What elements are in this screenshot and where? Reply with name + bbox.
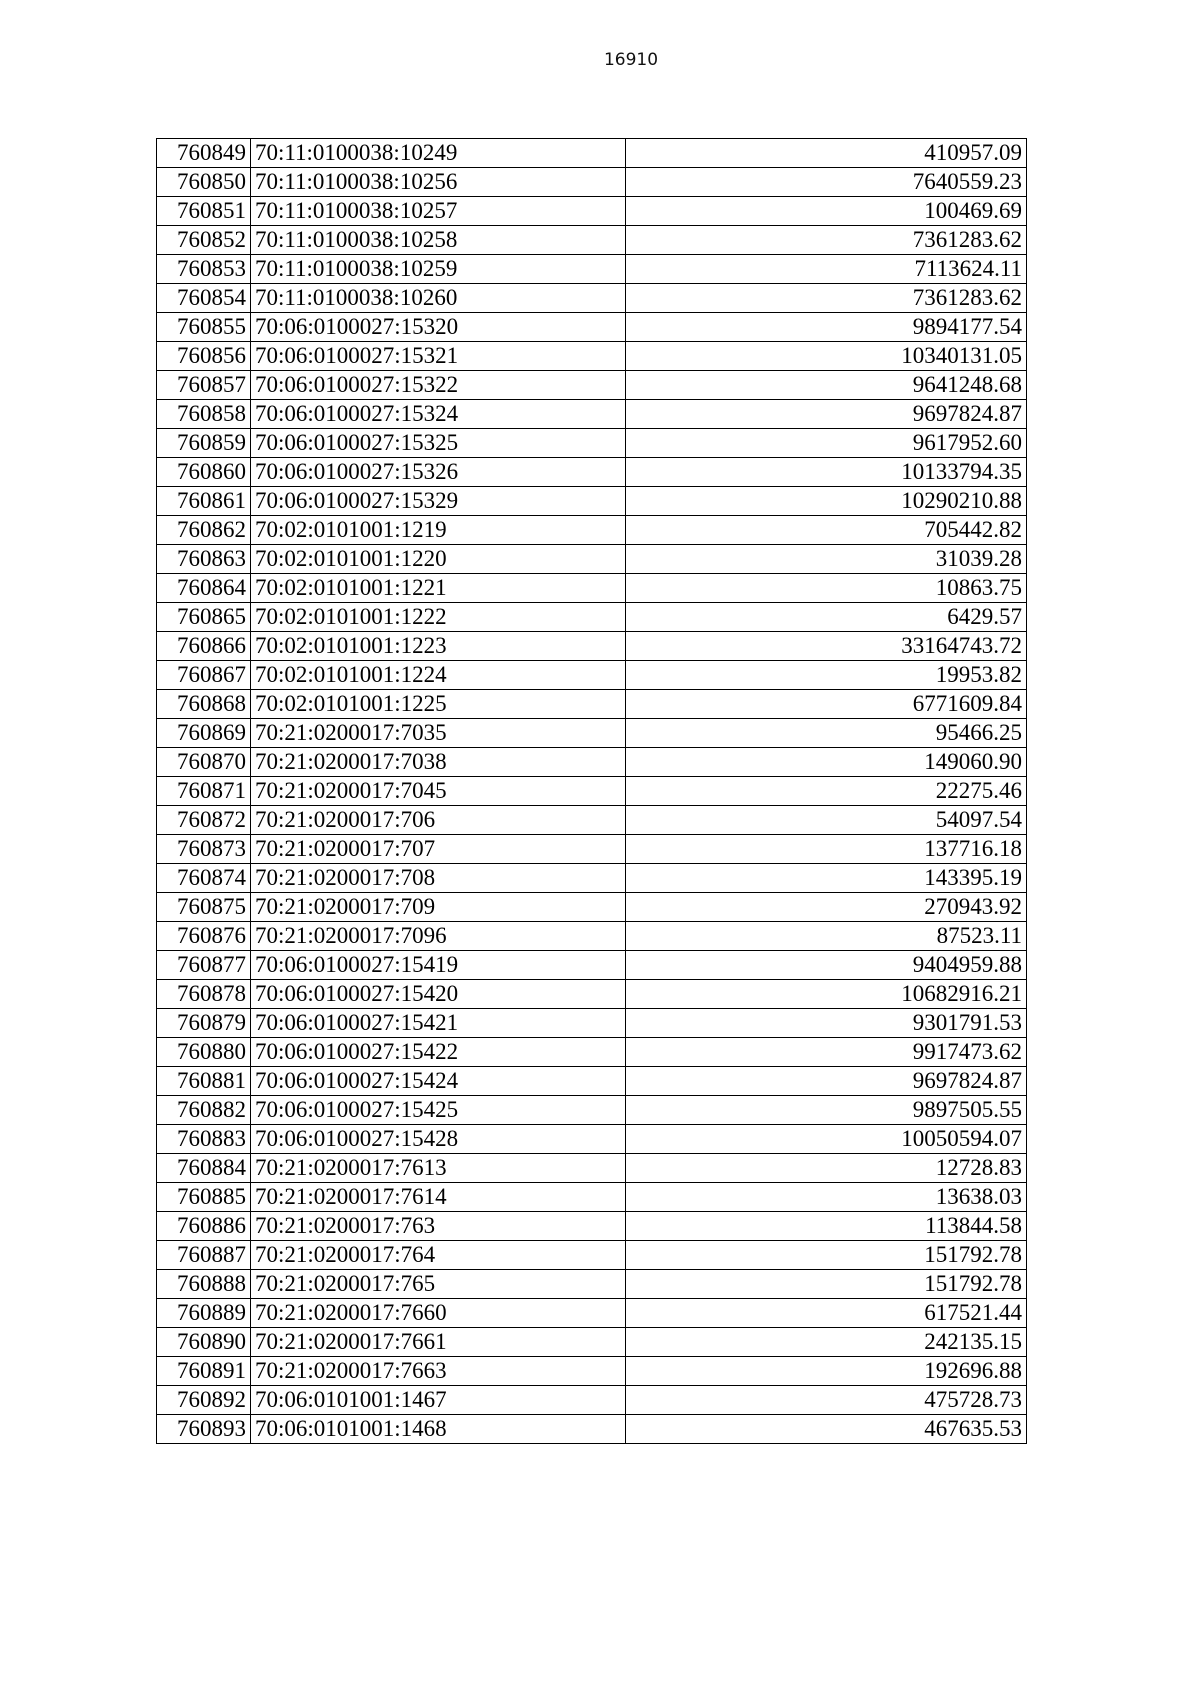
table-row — [157, 835, 1027, 864]
value-cell: 33164743.72 — [626, 632, 1027, 661]
table-row — [157, 661, 1027, 690]
row-number-cell: 760854 — [157, 284, 251, 313]
row-number-cell: 760871 — [157, 777, 251, 806]
row-number-cell: 760861 — [157, 487, 251, 516]
cadastral-number-cell: 70:21:0200017:7614 — [251, 1183, 626, 1212]
table-row — [157, 139, 1027, 168]
cadastral-number-cell: 70:06:0100027:15322 — [251, 371, 626, 400]
row-number-cell: 760879 — [157, 1009, 251, 1038]
cadastral-number-cell: 70:21:0200017:7035 — [251, 719, 626, 748]
table-row — [157, 487, 1027, 516]
value-cell: 9641248.68 — [626, 371, 1027, 400]
row-number-cell: 760884 — [157, 1154, 251, 1183]
table-row — [157, 1241, 1027, 1270]
cadastral-number-cell: 70:02:0101001:1220 — [251, 545, 626, 574]
table-row — [157, 1038, 1027, 1067]
value-cell: 13638.03 — [626, 1183, 1027, 1212]
value-cell: 137716.18 — [626, 835, 1027, 864]
table-row — [157, 1096, 1027, 1125]
value-cell: 9894177.54 — [626, 313, 1027, 342]
value-cell: 95466.25 — [626, 719, 1027, 748]
value-cell: 151792.78 — [626, 1270, 1027, 1299]
table-row — [157, 632, 1027, 661]
row-number-cell: 760890 — [157, 1328, 251, 1357]
value-cell: 9697824.87 — [626, 400, 1027, 429]
row-number-cell: 760860 — [157, 458, 251, 487]
value-cell: 9404959.88 — [626, 951, 1027, 980]
row-number-cell: 760892 — [157, 1386, 251, 1415]
table-row — [157, 951, 1027, 980]
table-row — [157, 980, 1027, 1009]
cadastral-number-cell: 70:21:0200017:707 — [251, 835, 626, 864]
row-number-cell: 760886 — [157, 1212, 251, 1241]
table-row — [157, 1067, 1027, 1096]
table-row — [157, 429, 1027, 458]
table-row — [157, 1212, 1027, 1241]
row-number-cell: 760863 — [157, 545, 251, 574]
value-cell: 192696.88 — [626, 1357, 1027, 1386]
value-cell: 475728.73 — [626, 1386, 1027, 1415]
table-row — [157, 1386, 1027, 1415]
row-number-cell: 760870 — [157, 748, 251, 777]
row-number-cell: 760868 — [157, 690, 251, 719]
table-row — [157, 284, 1027, 313]
row-number-cell: 760853 — [157, 255, 251, 284]
cadastral-number-cell: 70:21:0200017:709 — [251, 893, 626, 922]
value-cell: 9697824.87 — [626, 1067, 1027, 1096]
value-cell: 10290210.88 — [626, 487, 1027, 516]
table-row — [157, 516, 1027, 545]
value-cell: 410957.09 — [626, 139, 1027, 168]
table-row — [157, 893, 1027, 922]
cadastral-number-cell: 70:21:0200017:763 — [251, 1212, 626, 1241]
row-number-cell: 760872 — [157, 806, 251, 835]
value-cell: 467635.53 — [626, 1415, 1027, 1444]
cadastral-number-cell: 70:06:0101001:1467 — [251, 1386, 626, 1415]
row-number-cell: 760857 — [157, 371, 251, 400]
value-cell: 7361283.62 — [626, 284, 1027, 313]
cadastral-number-cell: 70:06:0100027:15321 — [251, 342, 626, 371]
table-row — [157, 1183, 1027, 1212]
row-number-cell: 760878 — [157, 980, 251, 1009]
row-number-cell: 760877 — [157, 951, 251, 980]
cadastral-number-cell: 70:21:0200017:7045 — [251, 777, 626, 806]
cadastral-number-cell: 70:06:0101001:1468 — [251, 1415, 626, 1444]
row-number-cell: 760864 — [157, 574, 251, 603]
cadastral-number-cell: 70:06:0100027:15329 — [251, 487, 626, 516]
value-cell: 22275.46 — [626, 777, 1027, 806]
table-row — [157, 719, 1027, 748]
row-number-cell: 760881 — [157, 1067, 251, 1096]
cadastral-number-cell: 70:02:0101001:1219 — [251, 516, 626, 545]
row-number-cell: 760852 — [157, 226, 251, 255]
table-row — [157, 690, 1027, 719]
cadastral-number-cell: 70:11:0100038:10258 — [251, 226, 626, 255]
row-number-cell: 760887 — [157, 1241, 251, 1270]
table-row — [157, 458, 1027, 487]
value-cell: 270943.92 — [626, 893, 1027, 922]
value-cell: 10050594.07 — [626, 1125, 1027, 1154]
table-row — [157, 313, 1027, 342]
cadastral-number-cell: 70:21:0200017:708 — [251, 864, 626, 893]
value-cell: 31039.28 — [626, 545, 1027, 574]
table-row — [157, 806, 1027, 835]
value-cell: 9301791.53 — [626, 1009, 1027, 1038]
value-cell: 7361283.62 — [626, 226, 1027, 255]
cadastral-number-cell: 70:06:0100027:15420 — [251, 980, 626, 1009]
value-cell: 151792.78 — [626, 1241, 1027, 1270]
cadastral-number-cell: 70:02:0101001:1223 — [251, 632, 626, 661]
cadastral-number-cell: 70:06:0100027:15324 — [251, 400, 626, 429]
row-number-cell: 760851 — [157, 197, 251, 226]
cadastral-number-cell: 70:06:0100027:15424 — [251, 1067, 626, 1096]
cadastral-number-cell: 70:21:0200017:706 — [251, 806, 626, 835]
table-row — [157, 1125, 1027, 1154]
value-cell: 149060.90 — [626, 748, 1027, 777]
table-row — [157, 1154, 1027, 1183]
table-row — [157, 574, 1027, 603]
cadastral-number-cell: 70:02:0101001:1221 — [251, 574, 626, 603]
value-cell: 113844.58 — [626, 1212, 1027, 1241]
row-number-cell: 760869 — [157, 719, 251, 748]
table-row — [157, 777, 1027, 806]
cadastral-number-cell: 70:02:0101001:1222 — [251, 603, 626, 632]
row-number-cell: 760867 — [157, 661, 251, 690]
cadastral-number-cell: 70:21:0200017:765 — [251, 1270, 626, 1299]
cadastral-number-cell: 70:06:0100027:15419 — [251, 951, 626, 980]
value-cell: 6771609.84 — [626, 690, 1027, 719]
cadastral-number-cell: 70:06:0100027:15421 — [251, 1009, 626, 1038]
cadastral-number-cell: 70:06:0100027:15325 — [251, 429, 626, 458]
value-cell: 10340131.05 — [626, 342, 1027, 371]
cadastral-number-cell: 70:02:0101001:1225 — [251, 690, 626, 719]
table-row — [157, 748, 1027, 777]
table-row — [157, 1299, 1027, 1328]
row-number-cell: 760873 — [157, 835, 251, 864]
table-row — [157, 226, 1027, 255]
table-row — [157, 922, 1027, 951]
value-cell: 9897505.55 — [626, 1096, 1027, 1125]
row-number-cell: 760876 — [157, 922, 251, 951]
row-number-cell: 760859 — [157, 429, 251, 458]
cadastral-number-cell: 70:11:0100038:10257 — [251, 197, 626, 226]
table-body — [157, 139, 1027, 1444]
cadastral-number-cell: 70:06:0100027:15425 — [251, 1096, 626, 1125]
table-row — [157, 1270, 1027, 1299]
row-number-cell: 760849 — [157, 139, 251, 168]
row-number-cell: 760883 — [157, 1125, 251, 1154]
value-cell: 242135.15 — [626, 1328, 1027, 1357]
cadastral-number-cell: 70:21:0200017:7661 — [251, 1328, 626, 1357]
value-cell: 10133794.35 — [626, 458, 1027, 487]
table-row — [157, 168, 1027, 197]
table-row — [157, 864, 1027, 893]
value-cell: 9617952.60 — [626, 429, 1027, 458]
row-number-cell: 760856 — [157, 342, 251, 371]
table-row — [157, 197, 1027, 226]
table-row — [157, 255, 1027, 284]
cadastral-number-cell: 70:11:0100038:10249 — [251, 139, 626, 168]
table-row — [157, 1415, 1027, 1444]
cadastral-number-cell: 70:21:0200017:7613 — [251, 1154, 626, 1183]
table-row — [157, 342, 1027, 371]
cadastral-number-cell: 70:11:0100038:10256 — [251, 168, 626, 197]
row-number-cell: 760875 — [157, 893, 251, 922]
value-cell: 143395.19 — [626, 864, 1027, 893]
row-number-cell: 760893 — [157, 1415, 251, 1444]
cadastral-number-cell: 70:11:0100038:10259 — [251, 255, 626, 284]
value-cell: 19953.82 — [626, 661, 1027, 690]
table-row — [157, 545, 1027, 574]
value-cell: 9917473.62 — [626, 1038, 1027, 1067]
cadastral-number-cell: 70:06:0100027:15422 — [251, 1038, 626, 1067]
value-cell: 705442.82 — [626, 516, 1027, 545]
cadastral-number-cell: 70:21:0200017:764 — [251, 1241, 626, 1270]
table-row — [157, 400, 1027, 429]
cadastral-number-cell: 70:21:0200017:7038 — [251, 748, 626, 777]
value-cell: 617521.44 — [626, 1299, 1027, 1328]
cadastral-number-cell: 70:21:0200017:7096 — [251, 922, 626, 951]
page-number: 16910 — [603, 50, 659, 70]
cadastral-number-cell: 70:06:0100027:15326 — [251, 458, 626, 487]
row-number-cell: 760891 — [157, 1357, 251, 1386]
row-number-cell: 760865 — [157, 603, 251, 632]
row-number-cell: 760866 — [157, 632, 251, 661]
cadastral-number-cell: 70:02:0101001:1224 — [251, 661, 626, 690]
row-number-cell: 760874 — [157, 864, 251, 893]
table-row — [157, 1009, 1027, 1038]
value-cell: 12728.83 — [626, 1154, 1027, 1183]
value-cell: 87523.11 — [626, 922, 1027, 951]
table-row — [157, 371, 1027, 400]
cadastral-number-cell: 70:06:0100027:15320 — [251, 313, 626, 342]
value-cell: 7113624.11 — [626, 255, 1027, 284]
table-row — [157, 603, 1027, 632]
row-number-cell: 760880 — [157, 1038, 251, 1067]
value-cell: 54097.54 — [626, 806, 1027, 835]
row-number-cell: 760855 — [157, 313, 251, 342]
registry-table — [156, 138, 1027, 1444]
row-number-cell: 760858 — [157, 400, 251, 429]
row-number-cell: 760882 — [157, 1096, 251, 1125]
row-number-cell: 760850 — [157, 168, 251, 197]
row-number-cell: 760862 — [157, 516, 251, 545]
row-number-cell: 760885 — [157, 1183, 251, 1212]
cadastral-number-cell: 70:21:0200017:7663 — [251, 1357, 626, 1386]
table-row — [157, 1357, 1027, 1386]
row-number-cell: 760888 — [157, 1270, 251, 1299]
table-row — [157, 1328, 1027, 1357]
cadastral-number-cell: 70:11:0100038:10260 — [251, 284, 626, 313]
value-cell: 6429.57 — [626, 603, 1027, 632]
value-cell: 10682916.21 — [626, 980, 1027, 1009]
cadastral-number-cell: 70:06:0100027:15428 — [251, 1125, 626, 1154]
value-cell: 100469.69 — [626, 197, 1027, 226]
row-number-cell: 760889 — [157, 1299, 251, 1328]
cadastral-number-cell: 70:21:0200017:7660 — [251, 1299, 626, 1328]
value-cell: 7640559.23 — [626, 168, 1027, 197]
value-cell: 10863.75 — [626, 574, 1027, 603]
